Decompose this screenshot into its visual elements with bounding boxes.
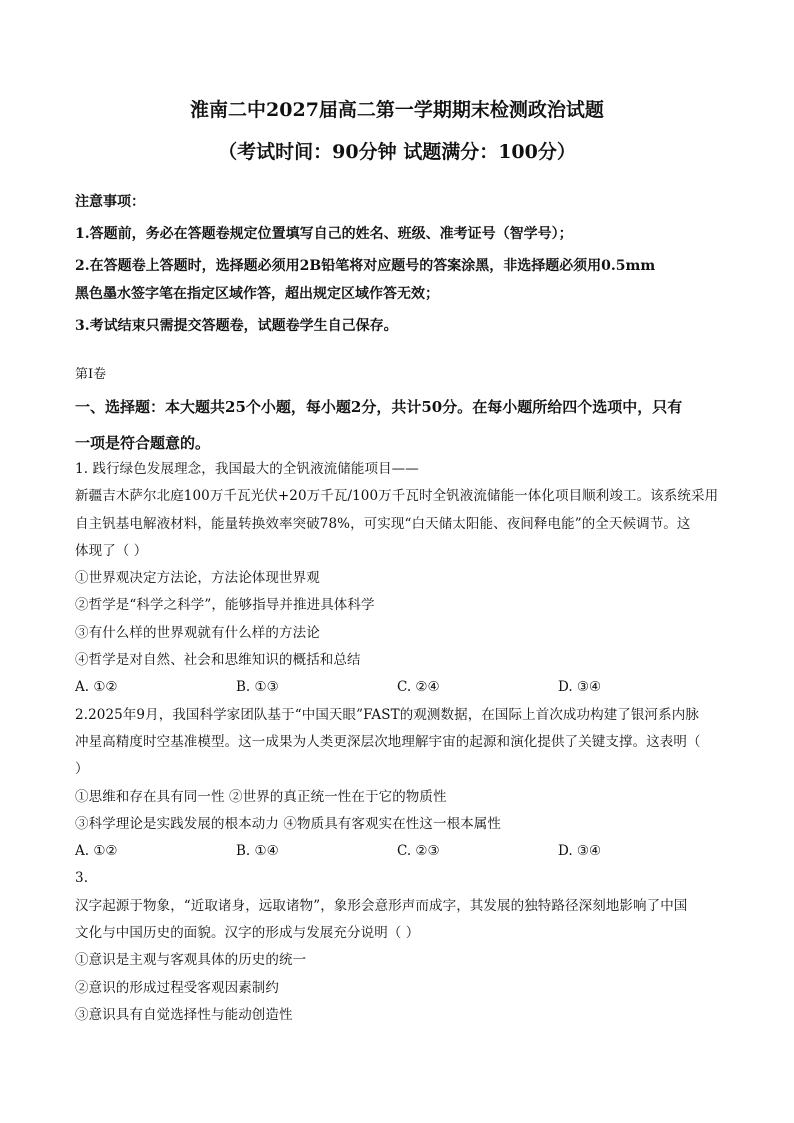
- notice-item-3: 3.考试结束只需提交答题卷，试题卷学生自己保存。: [75, 318, 398, 334]
- question-1-statement: ③有什么样的世界观就有什么样的方法论: [75, 624, 320, 641]
- question-1-stem-line: 自主钒基电解液材料，能量转换效率突破78%，可实现“白天储太阳能、夜间释电能”的全天候调节。这: [75, 515, 691, 532]
- part-label: 第Ⅰ卷: [75, 367, 107, 382]
- option-d: D. ③④: [558, 843, 602, 860]
- notice-item-1: 1.答题前，务必在答题卷规定位置填写自己的姓名、班级、准考证号（智学号）；: [75, 226, 573, 242]
- exam-title: 淮南二中2027届高二第一学期期末检测政治试题: [190, 99, 604, 121]
- question-1-statement: ①世界观决定方法论，方法论体现世界观: [75, 570, 320, 587]
- option-b: B. ①③: [236, 679, 279, 696]
- question-2-stem-line: 2.2025年9月，我国科学家团队基于“中国天眼”FAST的观测数据，在国际上首次成功构建了银河系内脉: [75, 706, 699, 723]
- question-3-statement: ①意识是主观与客观具体的历史的统一: [75, 952, 307, 969]
- question-1-stem-line: 体现了（ ）: [75, 542, 148, 559]
- exam-subtitle: （考试时间：90分钟 试题满分：100分）: [218, 141, 576, 163]
- question-2-stem-line: ）: [75, 761, 89, 778]
- option-a: A. ①②: [75, 843, 118, 860]
- question-2-statement: ①思维和存在具有同一性 ②世界的真正统一性在于它的物质性: [75, 788, 447, 805]
- notice-item-2-line-1: 2.在答题卷上答题时，选择题必须用2B铅笔将对应题号的答案涂黑，非选择题必须用0.5mm: [75, 258, 656, 274]
- question-1-options: [75, 674, 719, 701]
- option-c: C. ②④: [397, 679, 440, 696]
- option-a: A. ①②: [75, 679, 118, 696]
- question-3: [75, 865, 719, 1029]
- question-2: [75, 702, 719, 866]
- question-1-statement: ④哲学是对自然、社会和思维知识的概括和总结: [75, 652, 361, 669]
- question-2-options: [75, 838, 719, 865]
- question-3-stem-line: 文化与中国历史的面貌。汉字的形成与发展充分说明（ ）: [75, 925, 420, 942]
- question-2-stem-line: 冲星高精度时空基准模型。这一成果为人类更深层次地理解宇宙的起源和演化提供了关键支撑。这表明（: [75, 733, 701, 750]
- section-heading-line-1: 一、选择题：本大题共25个小题，每小题2分，共计50分。在每小题所给四个选项中，只有: [75, 398, 683, 416]
- question-1: [75, 456, 719, 702]
- question-2-statement: ③科学理论是实践发展的根本动力 ④物质具有客观实在性这一根本属性: [75, 815, 501, 832]
- question-3-stem-line: 汉字起源于物象，“近取诸身，远取诸物”，象形会意形声而成字，其发展的独特路径深刻地影响了中国: [75, 897, 688, 914]
- notice-heading: 注意事项：: [75, 194, 145, 210]
- section-heading-line-2: 一项是符合题意的。: [75, 434, 211, 452]
- question-1-stem-line: 新疆吉木萨尔北庭100万千瓦光伏+20万千瓦/100万千瓦时全钒液流储能一体化项目顺利竣工。该系统采用: [75, 488, 719, 505]
- question-3-statement: ②意识的形成过程受客观因素制约: [75, 979, 279, 996]
- question-3-stem-line: 3.: [75, 870, 89, 887]
- question-1-statement: ②哲学是“科学之科学”，能够指导并推进具体科学: [75, 597, 375, 614]
- question-3-statement: ③意识具有自觉选择性与能动创造性: [75, 1006, 293, 1023]
- option-d: D. ③④: [558, 679, 602, 696]
- question-1-stem-line: 1. 践行绿色发展理念，我国最大的全钒液流储能项目——: [75, 461, 419, 477]
- option-c: C. ②③: [397, 843, 440, 860]
- option-b: B. ①④: [236, 843, 279, 860]
- notice-item-2-line-2: 黑色墨水签字笔在指定区域作答，超出规定区域作答无效；: [75, 286, 439, 302]
